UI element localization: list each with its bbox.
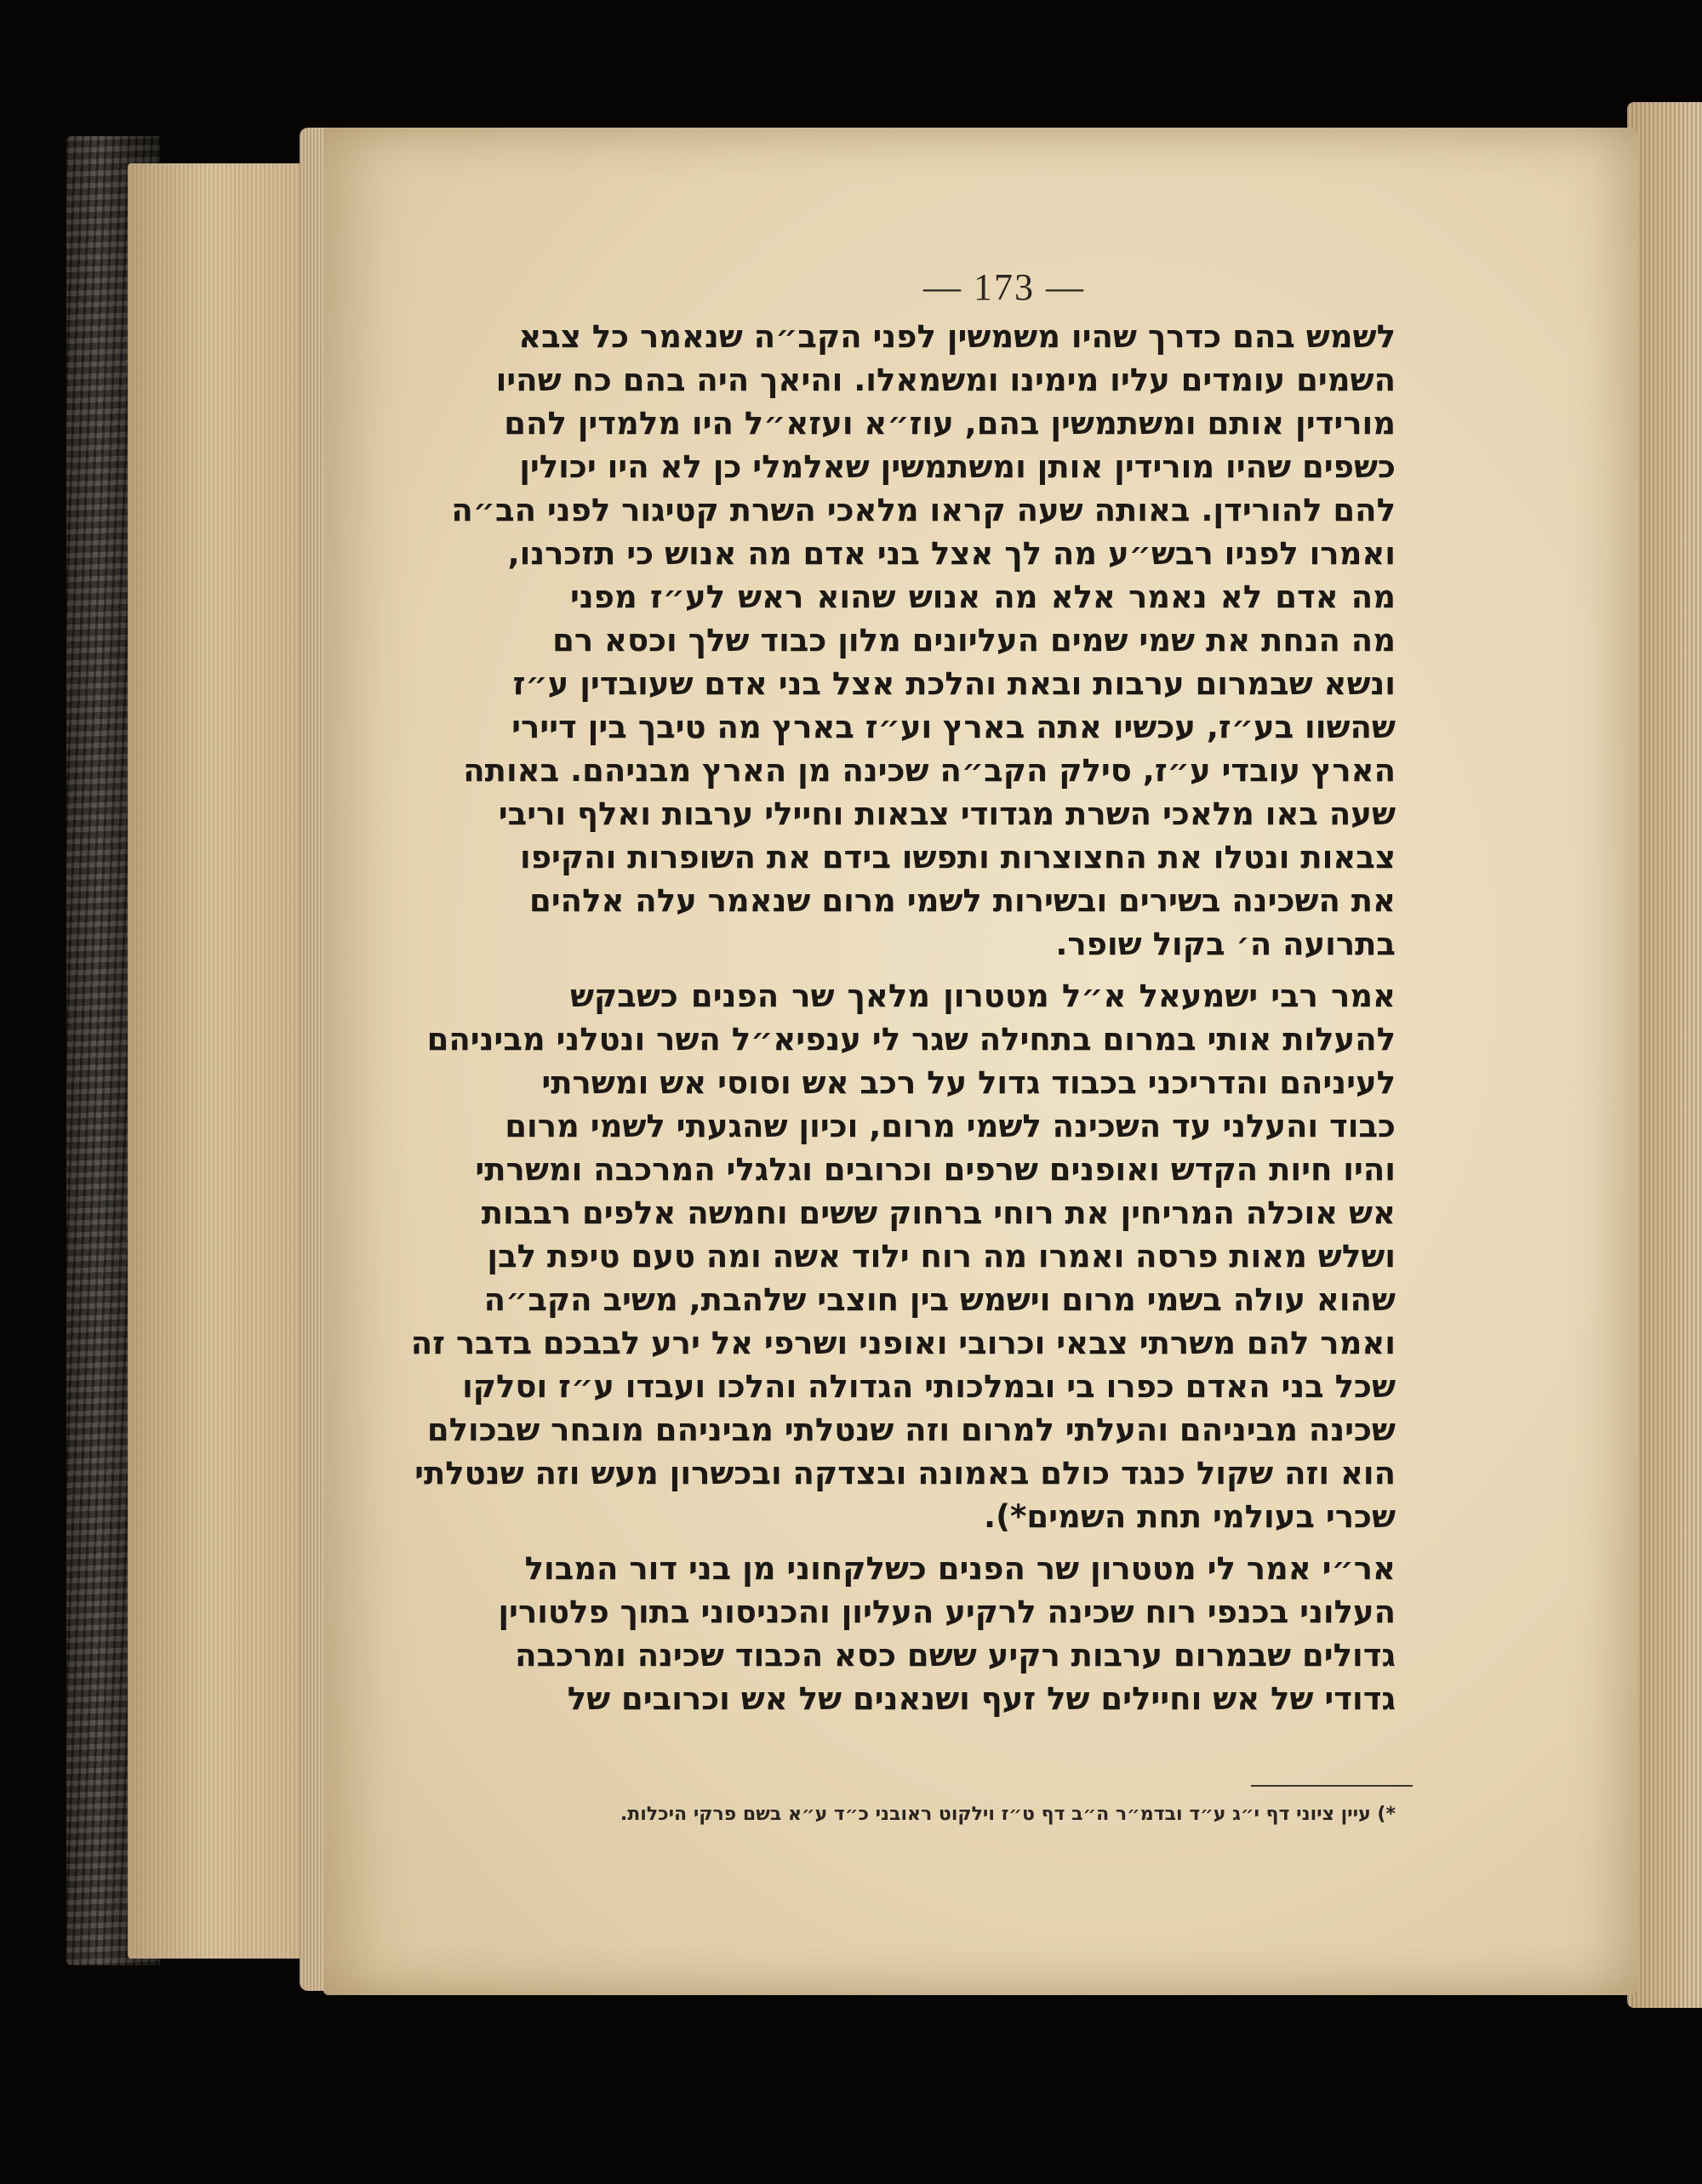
text-line: הארץ עובדי ע״ז, סילק הקב״ה שכינה מן הארץ מבניהם. באותה xyxy=(463,752,1396,789)
text-line: ונשא שבמרום ערבות ובאת והלכת אצל בני אדם שעובדין ע״ז xyxy=(512,665,1396,702)
text-line: השמים עומדים עליו מימינו ומשמאלו. והיאך היה בהם כח שהיו xyxy=(495,362,1396,398)
text-line: גדולים שבמרום ערבות רקיע ששם כסא הכבוד שכינה ומרכבה xyxy=(515,1637,1396,1674)
text-line: והיו חיות הקדש ואופנים שרפים וכרובים וגלגלי המרכבה ומשרתי xyxy=(475,1151,1396,1188)
paragraph-gap xyxy=(570,966,1396,974)
text-line: כשפים שהיו מורידין אותן ומשתמשין שאלמלי כן לא היו יכולין xyxy=(519,448,1396,485)
text-line: צבאות ונטלו את החצוצרות ותפשו בידם את השופרות והקיפו xyxy=(520,839,1396,875)
text-line: לשמש בהם כדרך שהיו משמשין לפני הקב״ה שנאמר כל צבא xyxy=(518,318,1396,355)
text-line: ואמר להם משרתי צבאי וכרובי ואופני ושרפי אל ירע לבבכם בדבר זה xyxy=(410,1325,1396,1361)
text-line: שהוא עולה בשמי מרום וישמש בין חוצבי שלהבת, משיב הקב״ה xyxy=(483,1281,1396,1318)
text-line: בתרועה ה׳ בקול שופר. xyxy=(1055,926,1396,962)
text-line: שעה באו מלאכי השרת מגדודי צבאות וחיילי ערבות ואלף וריבי xyxy=(498,795,1396,832)
text-line: להעלות אותי במרום בתחילה שגר לי ענפיא״ל השר ונטלני מביניהם xyxy=(426,1021,1396,1058)
text-line: גדודי של אש וחיילים של זעף ושנאנים של אש וכרובים של xyxy=(567,1680,1396,1717)
text-line: את השכינה בשירים ובשירות לשמי מרום שנאמר עלה אלהים xyxy=(529,882,1396,919)
page-number: — 173 — xyxy=(923,266,1085,308)
text-line: ואמרו לפניו רבש״ע מה לך אצל בני אדם מה אנוש כי תזכרנו, xyxy=(507,535,1396,572)
footnote-rule xyxy=(1251,1785,1413,1787)
text-line: מורידין אותם ומשתמשין בהם, עוז״א ועזא״ל היו מלמדין להם xyxy=(504,405,1396,442)
text-line: מה הנחת את שמי שמים העליונים מלון כבוד שלך וכסא רם xyxy=(552,622,1396,659)
text-line: ושלש מאות פרסה ואמרו מה רוח ילוד אשה ומה טעם טיפת לבן xyxy=(487,1238,1396,1274)
body-text xyxy=(410,315,1396,1720)
text-line: שכל בני האדם כפרו בי ובמלכותי הגדולה והלכו ועבדו ע״ז וסלקו xyxy=(462,1368,1396,1405)
text-line: העלוני בכנפי רוח שכינה לרקיע העליון והכניסוני בתוך פלטורין xyxy=(498,1594,1396,1630)
book-right-page-edge xyxy=(1627,102,1702,2008)
text-line: שכינה מביניהם והעלתי למרום וזה שנטלתי מביניהם מובחר שבכולם xyxy=(426,1411,1396,1448)
text-line: אש אוכלה המריחין את רוחי ברחוק ששים וחמשה אלפים רבבות xyxy=(481,1195,1396,1231)
paragraph-gap xyxy=(570,1538,1396,1547)
text-line: שכרי בעולמי תחת השמים*). xyxy=(984,1498,1396,1535)
text-line: כבוד והעלני עד השכינה לשמי מרום, וכיון שהגעתי לשמי מרום xyxy=(505,1108,1396,1144)
footnote: *) עיין ציוני דף י״ג ע״ד ובדמ״ר ה״ב דף ט״ז וילקוט ראובני כ״ד ע״א בשם פרקי היכלות. xyxy=(620,1804,1396,1825)
text-line: להם להורידן. באותה שעה קראו מלאכי השרת קטיגור לפני הב״ה xyxy=(451,492,1396,528)
text-line: אר״י אמר לי מטטרון שר הפנים כשלקחוני מן בני דור המבול xyxy=(524,1550,1396,1587)
text-line: לעיניהם והדריכני בכבוד גדול על רכב אש וסוסי אש ומשרתי xyxy=(541,1064,1396,1101)
text-line: הוא וזה שקול כנגד כולם באמונה ובצדקה ובכשרון מעש וזה שנטלתי xyxy=(414,1455,1396,1491)
text-line: שהשוו בע״ז, עכשיו אתה בארץ וע״ז בארץ מה טיבך בין דיירי xyxy=(511,709,1396,745)
text-line: מה אדם לא נאמר אלא מה אנוש שהוא ראש לע״ז מפני xyxy=(570,579,1396,615)
text-line: אמר רבי ישמעאל א״ל מטטרון מלאך שר הפנים כשבקש xyxy=(570,978,1396,1014)
